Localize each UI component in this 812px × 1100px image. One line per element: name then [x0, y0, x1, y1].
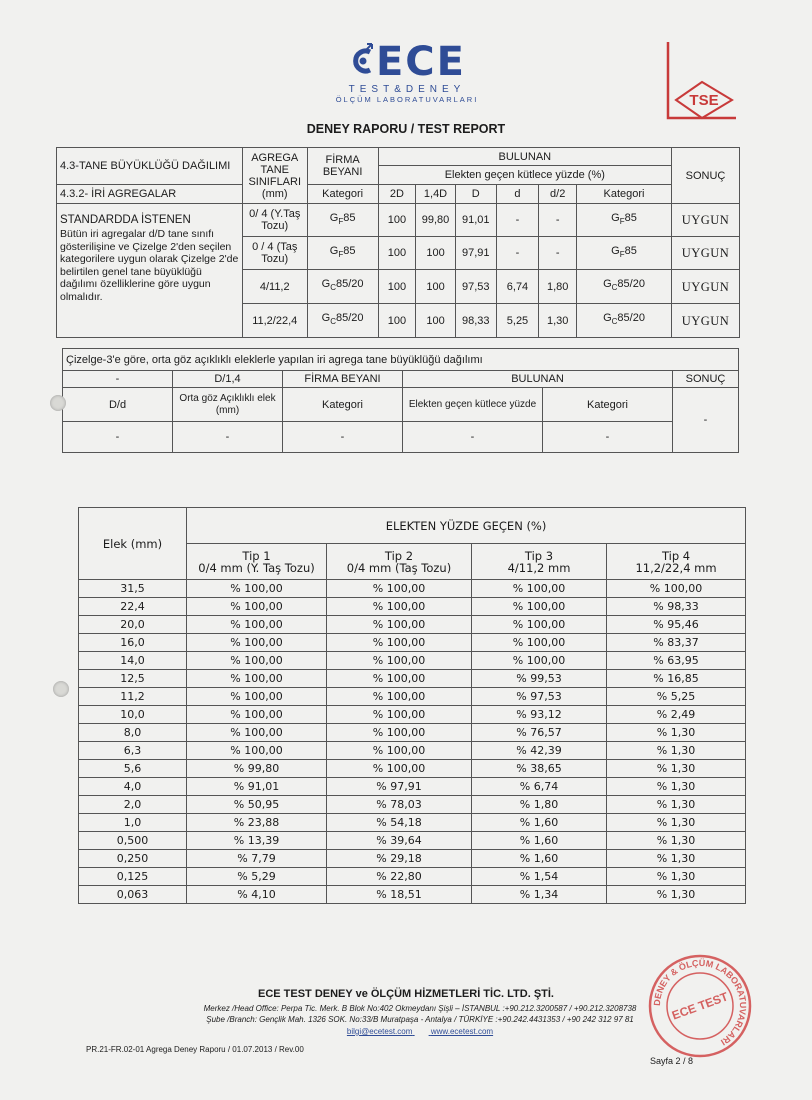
firma-cell: $G_F85$	[307, 237, 378, 270]
type-name: Tip 1	[242, 548, 271, 563]
sieve-row	[79, 868, 746, 886]
kategori-header: Kategori	[283, 387, 403, 422]
sieve-row	[79, 850, 746, 868]
passing-value-cell: % 100,00	[327, 652, 472, 670]
passing-value-cell: % 99,53	[472, 670, 607, 688]
passing-value-cell: % 50,95	[187, 796, 327, 814]
agrega-header: AGREGA TANE SINIFLARI (mm)	[242, 148, 307, 204]
passing-value-cell: % 1,30	[607, 886, 746, 904]
value-cell: -	[539, 237, 577, 270]
passing-value-cell: % 100,00	[187, 598, 327, 616]
passing-value-cell: % 54,18	[327, 814, 472, 832]
passing-value-cell: % 100,00	[187, 742, 327, 760]
passing-value-cell: % 100,00	[472, 580, 607, 598]
value-cell: 91,01	[455, 204, 496, 237]
table2-title: Çizelge-3'e göre, orta göz açıklıklı eleklerle yapılan iri agrega tane büyüklüğü dağılımı	[63, 349, 739, 371]
result-cell: UYGUN	[672, 270, 740, 304]
passing-value-cell: % 100,00	[327, 670, 472, 688]
sieve-size-cell: 2,0	[79, 796, 187, 814]
tse-logo	[662, 42, 742, 122]
sieve-row	[79, 796, 746, 814]
medium-sieve-table	[62, 348, 739, 453]
sieve-header: d	[496, 185, 539, 204]
passing-value-cell: % 16,85	[607, 670, 746, 688]
passing-value-cell: % 76,57	[472, 724, 607, 742]
sieve-row	[79, 814, 746, 832]
value-cell: 100	[378, 237, 416, 270]
passing-value-cell: % 7,79	[187, 850, 327, 868]
value-cell: 100	[416, 304, 456, 338]
passing-value-cell: % 100,00	[187, 634, 327, 652]
passing-value-cell: % 1,30	[607, 778, 746, 796]
passing-value-cell: % 100,00	[472, 616, 607, 634]
sieve-size-cell: 14,0	[79, 652, 187, 670]
value-cell: 98,33	[455, 304, 496, 338]
empty-cell: -	[173, 422, 283, 453]
passing-value-cell: % 38,65	[472, 760, 607, 778]
passing-value-cell: % 100,00	[187, 616, 327, 634]
passing-value-cell: % 1,30	[607, 724, 746, 742]
sieve-size-cell: 0,500	[79, 832, 187, 850]
passing-value-cell: % 1,30	[607, 868, 746, 886]
value-cell: 100	[378, 304, 416, 338]
passing-value-cell: % 100,00	[187, 706, 327, 724]
passing-value-cell: % 100,00	[472, 652, 607, 670]
passing-value-cell: % 95,46	[607, 616, 746, 634]
sieve-row	[79, 742, 746, 760]
class-cell: 0/ 4 (Y.Taş Tozu)	[242, 204, 307, 237]
email-link[interactable]: bilgi@ecetest.com	[346, 1027, 413, 1036]
passing-value-cell: % 1,54	[472, 868, 607, 886]
kategori-header: Kategori	[576, 185, 671, 204]
value-cell: -	[496, 204, 539, 237]
logo-symbol-icon	[348, 40, 376, 78]
passing-value-cell: % 78,03	[327, 796, 472, 814]
value-cell: 1,30	[539, 304, 577, 338]
value-cell: 100	[378, 270, 416, 304]
page-number: Sayfa 2 / 8	[650, 1056, 694, 1066]
sieve-size-cell: 11,2	[79, 688, 187, 706]
type-desc: 4/11,2 mm	[507, 560, 571, 575]
head-office-line: Merkez /Head Office: Perpa Tic. Merk. B Blok No:402 Okmeydanı Şişli – İSTANBUL :+90.212.3200587 / +90.212.3208738	[203, 1004, 637, 1013]
type-desc: 0/4 mm (Taş Tozu)	[346, 560, 452, 575]
section-subtitle: 4.3.2- İRİ AGREGALAR	[57, 185, 243, 204]
sieve-row	[79, 688, 746, 706]
value-cell: -	[539, 204, 577, 237]
grading-table	[56, 147, 740, 338]
passing-value-cell: % 18,51	[327, 886, 472, 904]
sieve-size-cell: 5,6	[79, 760, 187, 778]
type-name: Tip 4	[661, 548, 691, 563]
sieve-row	[79, 706, 746, 724]
passing-value-cell: % 1,30	[607, 850, 746, 868]
passing-value-cell: % 100,00	[327, 724, 472, 742]
passing-value-cell: % 100,00	[327, 706, 472, 724]
result-cell: UYGUN	[672, 304, 740, 338]
value-cell: 100	[416, 270, 456, 304]
sieve-size-cell: 31,5	[79, 580, 187, 598]
passing-value-cell: % 63,95	[607, 652, 746, 670]
kategori-cell: $G_C85/20$	[576, 270, 671, 304]
sieve-size-cell: 16,0	[79, 634, 187, 652]
sieve-header: d/2	[539, 185, 577, 204]
passing-value-cell: % 100,00	[472, 634, 607, 652]
class-cell: 4/11,2	[242, 270, 307, 304]
passing-value-cell: % 100,00	[327, 742, 472, 760]
empty-cell: -	[283, 422, 403, 453]
firma-cell: $G_C85/20$	[307, 270, 378, 304]
type-header	[472, 544, 607, 580]
passing-value-cell: % 100,00	[187, 652, 327, 670]
passing-value-cell: % 1,34	[472, 886, 607, 904]
sieve-size-cell: 4,0	[79, 778, 187, 796]
sieve-size-cell: 10,0	[79, 706, 187, 724]
sieve-header: 2D	[378, 185, 416, 204]
orta-goz-header: Orta göz Açıklıklı elek (mm)	[173, 387, 283, 422]
kategori-cell: $G_F85$	[576, 237, 671, 270]
passing-value-cell: % 1,30	[607, 814, 746, 832]
company-name: ECE TEST DENEY ve ÖLÇÜM HİZMETLERİ TİC. LTD. ŞTİ.	[257, 988, 554, 1000]
passing-value-cell: % 42,39	[472, 742, 607, 760]
sonuc-header: SONUÇ	[673, 371, 739, 387]
value-cell: 1,80	[539, 270, 577, 304]
bulunan-header: BULUNAN	[378, 148, 671, 166]
sieve-size-cell: 0,250	[79, 850, 187, 868]
type-desc: 11,2/22,4 mm	[635, 560, 717, 575]
elekten-header: Elekten geçen kütlece yüzde (%)	[378, 166, 671, 185]
value-cell: 6,74	[496, 270, 539, 304]
type-header	[607, 544, 746, 580]
dd-header: D/d	[63, 387, 173, 422]
passing-value-cell: % 2,49	[607, 706, 746, 724]
passing-value-cell: % 97,53	[472, 688, 607, 706]
sieve-size-cell: 0,063	[79, 886, 187, 904]
passing-value-cell: % 1,30	[607, 742, 746, 760]
passing-value-cell: % 100,00	[187, 688, 327, 706]
passing-header: ELEKTEN YÜZDE GEÇEN (%)	[187, 508, 746, 544]
passing-value-cell: % 5,29	[187, 868, 327, 886]
value-cell: 5,25	[496, 304, 539, 338]
passing-value-cell: % 1,30	[607, 832, 746, 850]
sieve-size-cell: 8,0	[79, 724, 187, 742]
passing-value-cell: % 39,64	[327, 832, 472, 850]
passing-value-cell: % 97,91	[327, 778, 472, 796]
ece-logo	[322, 40, 492, 105]
passing-value-cell: % 100,00	[187, 724, 327, 742]
empty-cell: -	[63, 422, 173, 453]
passing-value-cell: % 99,80	[187, 760, 327, 778]
sieve-header: 1,4D	[416, 185, 456, 204]
passing-value-cell: % 1,80	[472, 796, 607, 814]
sieve-row	[79, 652, 746, 670]
sieve-row	[79, 778, 746, 796]
standard-heading: STANDARDDA İSTENEN	[60, 214, 191, 226]
standard-text: Bütün iri agregalar d/D tane sınıfı gösterilişine ve Çizelge 2'den seçilen kategorilere uygun olarak Çizelge 2'de belirtilen genel tane büyüklüğü dağılımı özelliklerine göre uygun olmalıdır.	[60, 228, 239, 303]
sieve-size-cell: 6,3	[79, 742, 187, 760]
passing-value-cell: % 100,00	[607, 580, 746, 598]
elek-header: Elek (mm)	[79, 508, 187, 580]
sieve-row	[79, 616, 746, 634]
company-stamp	[646, 952, 754, 1060]
result-cell: UYGUN	[672, 237, 740, 270]
passing-value-cell: % 1,30	[607, 760, 746, 778]
punch-hole	[53, 681, 69, 697]
section-title: 4.3-TANE BÜYÜKLÜĞÜ DAĞILIMI	[57, 148, 243, 185]
tse-text: TSE	[689, 92, 719, 109]
passing-value-cell: % 100,00	[327, 688, 472, 706]
dash-header: -	[63, 371, 173, 387]
sieve-row	[79, 670, 746, 688]
stamp-ring-text: DENEY & ÖLÇÜM LABORATUVARLARI	[651, 957, 749, 1048]
firma-cell: $G_C85/20$	[307, 304, 378, 338]
punch-hole	[50, 395, 66, 411]
document-title: DENEY RAPORU / TEST REPORT	[306, 122, 506, 136]
sieve-row	[79, 724, 746, 742]
passing-value-cell: % 100,00	[327, 760, 472, 778]
kategori-header: Kategori	[543, 387, 673, 422]
passing-value-cell: % 1,60	[472, 814, 607, 832]
type-name: Tip 3	[524, 548, 554, 563]
class-cell: 0 / 4 (Taş Tozu)	[242, 237, 307, 270]
sieve-size-cell: 20,0	[79, 616, 187, 634]
passing-value-cell: % 5,25	[607, 688, 746, 706]
sonuc-header: SONUÇ	[672, 148, 740, 204]
sieve-passing-table	[78, 507, 746, 904]
passing-value-cell: % 1,60	[472, 850, 607, 868]
value-cell: -	[496, 237, 539, 270]
value-cell: 100	[378, 204, 416, 237]
passing-value-cell: % 93,12	[472, 706, 607, 724]
passing-value-cell: % 83,37	[607, 634, 746, 652]
passing-value-cell: % 91,01	[187, 778, 327, 796]
logo-subtitle: TEST&DENEY	[348, 84, 466, 95]
bulunan-header: BULUNAN	[403, 371, 673, 387]
sieve-row	[79, 886, 746, 904]
standard-requirement	[57, 204, 243, 338]
passing-value-cell: % 1,30	[607, 796, 746, 814]
firma-header: FİRMA BEYANI	[307, 148, 378, 185]
passing-value-cell: % 98,33	[607, 598, 746, 616]
type-header	[327, 544, 472, 580]
result-cell: -	[673, 387, 739, 452]
sieve-header: D	[455, 185, 496, 204]
value-cell: 97,53	[455, 270, 496, 304]
value-cell: 97,91	[455, 237, 496, 270]
empty-cell: -	[543, 422, 673, 453]
sieve-size-cell: 1,0	[79, 814, 187, 832]
firma-kategori-header: Kategori	[307, 185, 378, 204]
passing-value-cell: % 100,00	[327, 598, 472, 616]
passing-value-cell: % 4,10	[187, 886, 327, 904]
passing-value-cell: % 100,00	[472, 598, 607, 616]
passing-value-cell: % 29,18	[327, 850, 472, 868]
value-cell: 100	[416, 237, 456, 270]
passing-value-cell: % 23,88	[187, 814, 327, 832]
value-cell: 99,80	[416, 204, 456, 237]
sieve-row	[79, 580, 746, 598]
logo-word: ECE	[375, 39, 466, 85]
firma-header: FİRMA BEYANI	[283, 371, 403, 387]
form-reference: PR.21-FR.02-01 Agrega Deney Raporu / 01.07.2013 / Rev.00	[86, 1045, 304, 1054]
sieve-row	[79, 832, 746, 850]
passing-value-cell: % 100,00	[327, 580, 472, 598]
sieve-size-cell: 12,5	[79, 670, 187, 688]
class-cell: 11,2/22,4	[242, 304, 307, 338]
type-name: Tip 2	[384, 548, 414, 563]
stamp-center-text: ECE TEST	[670, 989, 730, 1023]
elekten-header: Elekten geçen kütlece yüzde	[403, 387, 543, 422]
passing-value-cell: % 13,39	[187, 832, 327, 850]
kategori-cell: $G_C85/20$	[576, 304, 671, 338]
passing-value-cell: % 100,00	[187, 580, 327, 598]
sieve-size-cell: 22,4	[79, 598, 187, 616]
logo-subtitle-2: ÖLÇÜM LABORATUVARLARI	[335, 95, 479, 104]
type-header	[187, 544, 327, 580]
passing-value-cell: % 22,80	[327, 868, 472, 886]
type-desc: 0/4 mm (Y. Taş Tozu)	[198, 560, 315, 575]
sieve-row	[79, 634, 746, 652]
sieve-row	[79, 598, 746, 616]
result-cell: UYGUN	[672, 204, 740, 237]
d14-header: D/1,4	[173, 371, 283, 387]
empty-cell: -	[403, 422, 543, 453]
passing-value-cell: % 100,00	[327, 616, 472, 634]
kategori-cell: $G_F85$	[576, 204, 671, 237]
passing-value-cell: % 1,60	[472, 832, 607, 850]
sieve-row	[79, 760, 746, 778]
passing-value-cell: % 6,74	[472, 778, 607, 796]
firma-cell: $G_F85$	[307, 204, 378, 237]
website-link[interactable]: www.ecetest.com	[430, 1027, 494, 1036]
passing-value-cell: % 100,00	[187, 670, 327, 688]
passing-value-cell: % 100,00	[327, 634, 472, 652]
branch-line: Şube /Branch: Gençlik Mah. 1326 SOK. No:33/B Muratpaşa - Antalya / TÜRKİYE :+90.242.4431353 / +90 242 312 97 81	[206, 1015, 634, 1024]
sieve-size-cell: 0,125	[79, 868, 187, 886]
